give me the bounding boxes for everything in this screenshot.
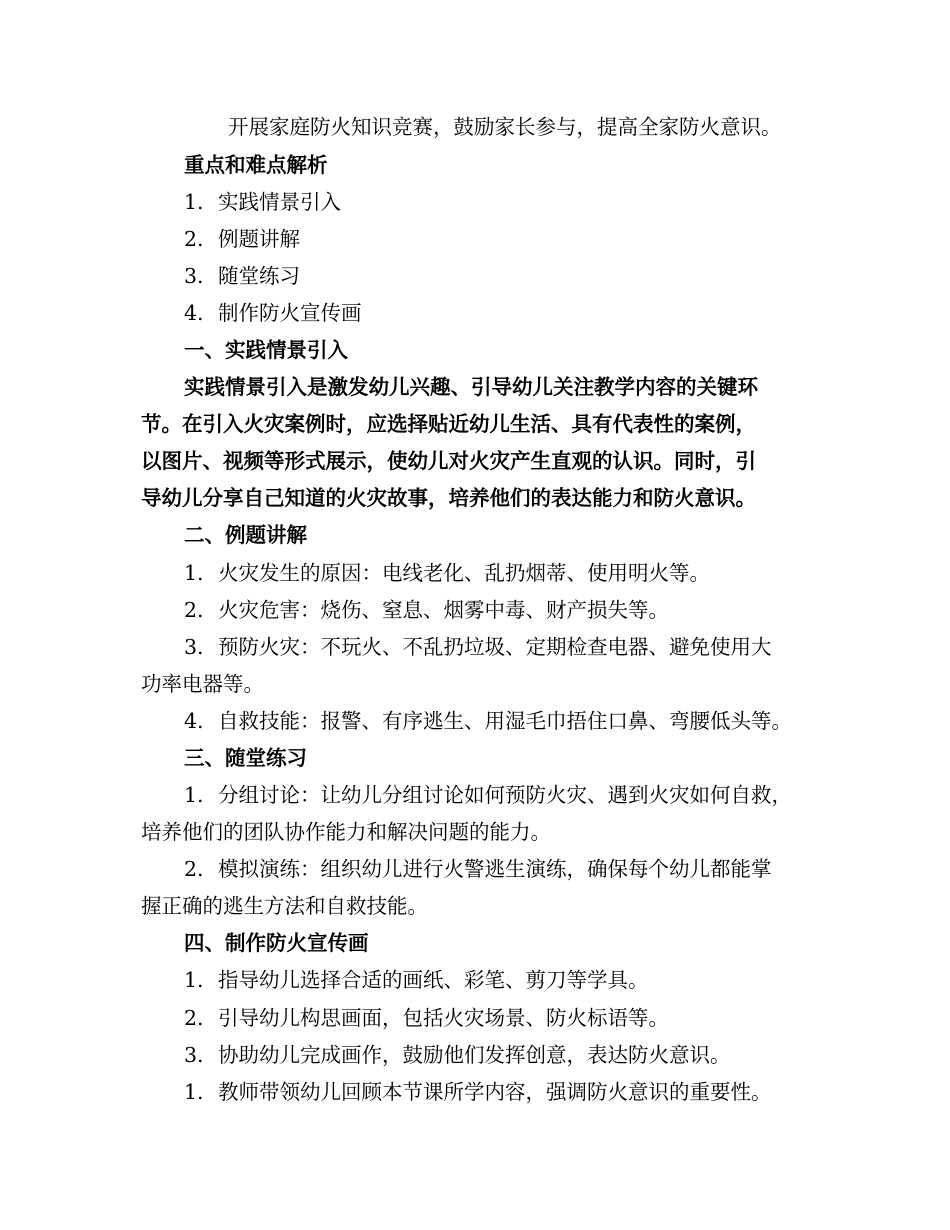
list-text: 协助幼儿完成画作，鼓励他们发挥创意，表达防火意识。 [218, 1043, 731, 1067]
list-text: 火灾危害：烧伤、窒息、烟雾中毒、财产损失等。 [218, 598, 669, 622]
list-item [0, 596, 950, 624]
list-number: 1. [184, 190, 204, 214]
list-text: 例题讲解 [218, 227, 300, 251]
list-text: 实践情景引入 [218, 190, 341, 214]
list-item [0, 1078, 950, 1106]
list-number: 1. [184, 968, 204, 992]
list-item [0, 1041, 950, 1069]
list-text: 制作防火宣传画 [218, 301, 362, 325]
list-number: 4. [184, 709, 204, 733]
list-item [0, 1004, 950, 1032]
key-points-heading: 重点和难点解析 [184, 153, 328, 177]
list-number: 4. [184, 301, 204, 325]
list-item-continuation: 握正确的逃生方法和自救技能。 [141, 894, 428, 918]
list-number: 1. [184, 561, 204, 585]
list-item-continuation: 功率电器等。 [141, 672, 264, 696]
list-item [0, 559, 950, 587]
list-item [0, 781, 950, 809]
section-heading: 四、制作防火宣传画 [184, 931, 369, 955]
section-heading: 一、实践情景引入 [184, 338, 348, 362]
paragraph-line: 节。在引入火灾案例时，应选择贴近幼儿生活、具有代表性的案例， [141, 412, 756, 436]
list-text: 预防火灾：不玩火、不乱扔垃圾、定期检查电器、避免使用大 [218, 635, 772, 659]
list-item [0, 633, 950, 661]
section-heading: 三、随堂练习 [184, 746, 307, 770]
list-text: 随堂练习 [218, 264, 300, 288]
list-text: 指导幼儿选择合适的画纸、彩笔、剪刀等学具。 [218, 968, 649, 992]
list-text: 自救技能：报警、有序逃生、用湿毛巾捂住口鼻、弯腰低头等。 [218, 709, 792, 733]
list-text: 分组讨论：让幼儿分组讨论如何预防火灾、遇到火灾如何自救， [218, 783, 792, 807]
list-number: 2. [184, 598, 204, 622]
list-number: 1. [184, 783, 204, 807]
list-item [0, 966, 950, 994]
list-text: 教师带领幼儿回顾本节课所学内容，强调防火意识的重要性。 [218, 1080, 772, 1104]
list-number: 2. [184, 1006, 204, 1030]
paragraph-line: 以图片、视频等形式展示，使幼儿对火灾产生直观的认识。同时，引 [141, 449, 756, 473]
intro-paragraph: 开展家庭防火知识竞赛，鼓励家长参与，提高全家防火意识。 [228, 115, 782, 139]
section-heading: 二、例题讲解 [184, 523, 307, 547]
list-text: 火灾发生的原因：电线老化、乱扔烟蒂、使用明火等。 [218, 561, 710, 585]
list-item [0, 855, 950, 883]
list-item [0, 707, 950, 735]
list-number: 3. [184, 264, 204, 288]
list-item [0, 225, 950, 253]
list-item [0, 262, 950, 290]
list-item-continuation: 培养他们的团队协作能力和解决问题的能力。 [141, 820, 551, 844]
list-item [0, 299, 950, 327]
list-text: 模拟演练：组织幼儿进行火警逃生演练，确保每个幼儿都能掌 [218, 857, 772, 881]
list-item [0, 188, 950, 216]
paragraph-line: 导幼儿分享自己知道的火灾故事，培养他们的表达能力和防火意识。 [141, 486, 756, 510]
list-number: 3. [184, 1043, 204, 1067]
list-text: 引导幼儿构思画面，包括火灾场景、防火标语等。 [218, 1006, 669, 1030]
list-number: 2. [184, 227, 204, 251]
list-number: 3. [184, 635, 204, 659]
list-number: 2. [184, 857, 204, 881]
paragraph-line: 实践情景引入是激发幼儿兴趣、引导幼儿关注教学内容的关键环 [184, 375, 758, 399]
list-number: 1. [184, 1080, 204, 1104]
